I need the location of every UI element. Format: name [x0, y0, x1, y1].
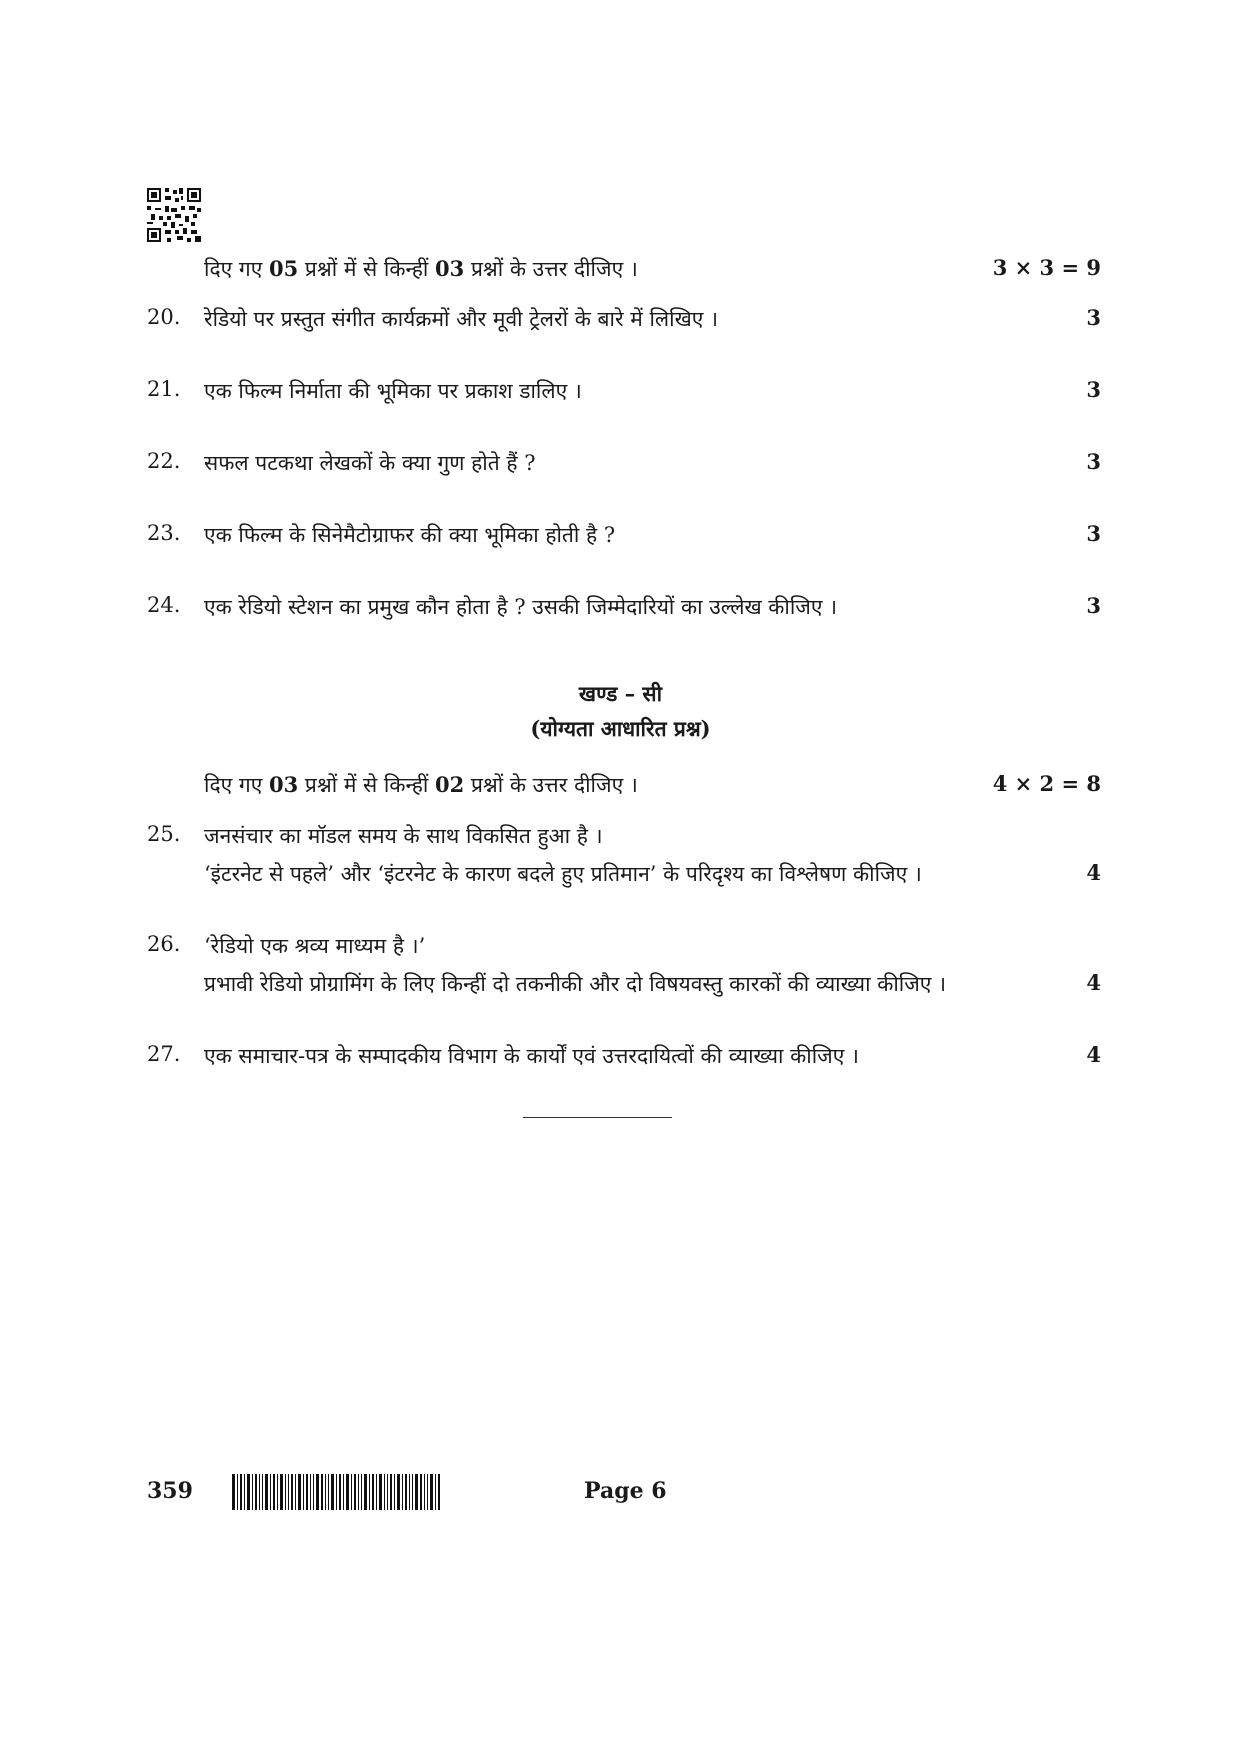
question-text-line1: जनसंचार का मॉडल समय के साथ विकसित हुआ है ।	[204, 824, 603, 848]
question-text-line2: ‘इंटरनेट से पहले’ और ‘इंटरनेट के कारण बदले हुए प्रतिमान’ के परिदृश्य का विश्लेषण कीजिए ।	[204, 862, 922, 886]
paper-code: 359	[147, 1478, 193, 1504]
question-marks: 3	[1086, 593, 1101, 618]
question-marks: 4	[1086, 860, 1101, 885]
question-text: एक फिल्म निर्माता की भूमिका पर प्रकाश डालिए ।	[204, 379, 582, 403]
question-text: एक फिल्म के सिनेमैटोग्राफर की क्या भूमिका होती है ?	[204, 523, 616, 547]
question-number: 22.	[147, 449, 181, 473]
question-item	[0, 593, 1241, 633]
question-number: 27.	[147, 1042, 181, 1066]
instruction-line-c	[0, 771, 1241, 811]
total-questions: 03	[269, 772, 299, 797]
instruction-text: दिए गए 05 प्रश्नों में से किन्हीं 03 प्रश्नों के उत्तर दीजिए ।	[204, 256, 638, 281]
total-questions: 05	[269, 256, 299, 281]
section-marks: 3 × 3 = 9	[992, 255, 1101, 280]
page-number: Page 6	[584, 1478, 667, 1504]
attempt-questions: 02	[435, 772, 465, 797]
question-marks: 3	[1086, 521, 1101, 546]
question-marks: 3	[1086, 305, 1101, 330]
section-title: खण्ड – सी	[578, 681, 663, 706]
end-divider	[523, 1117, 672, 1118]
question-number: 25.	[147, 822, 181, 846]
question-item	[0, 449, 1241, 489]
question-text: रेडियो पर प्रस्तुत संगीत कार्यक्रमों और मूवी ट्रेलरों के बारे में लिखिए ।	[204, 307, 719, 331]
section-subtitle: (योग्यता आधारित प्रश्न)	[530, 716, 711, 741]
question-marks: 3	[1086, 449, 1101, 474]
instruction-line-b	[0, 255, 1241, 295]
question-text-line1: ‘रेडियो एक श्रव्य माध्यम है ।’	[204, 934, 426, 958]
question-item	[0, 377, 1241, 417]
instruction-text: दिए गए 03 प्रश्नों में से किन्हीं 02 प्रश्नों के उत्तर दीजिए ।	[204, 772, 638, 797]
question-text: सफल पटकथा लेखकों के क्या गुण होते हैं ?	[204, 451, 536, 475]
question-text: एक रेडियो स्टेशन का प्रमुख कौन होता है ? उसकी जिम्मेदारियों का उल्लेख कीजिए ।	[204, 595, 838, 619]
question-item-continuation	[0, 970, 1241, 1010]
question-marks: 4	[1086, 1042, 1101, 1067]
question-text: एक समाचार-पत्र के सम्पादकीय विभाग के कार्यों एवं उत्तरदायित्वों की व्याख्या कीजिए ।	[204, 1044, 859, 1068]
question-number: 23.	[147, 521, 181, 545]
barcode-icon	[232, 1474, 440, 1510]
question-item-continuation	[0, 860, 1241, 900]
question-text-line2: प्रभावी रेडियो प्रोग्रामिंग के लिए किन्हीं दो तकनीकी और दो विषयवस्तु कारकों की व्याख्या कीजिए ।	[204, 972, 947, 996]
attempt-questions: 03	[435, 256, 465, 281]
question-item	[0, 521, 1241, 561]
question-item	[0, 1042, 1241, 1082]
question-item	[0, 822, 1241, 862]
question-number: 21.	[147, 377, 181, 401]
question-number: 24.	[147, 593, 181, 617]
question-number: 26.	[147, 932, 181, 956]
question-marks: 4	[1086, 970, 1101, 995]
question-marks: 3	[1086, 377, 1101, 402]
question-item	[0, 932, 1241, 972]
qr-code-icon	[147, 188, 201, 242]
section-marks: 4 × 2 = 8	[992, 771, 1101, 796]
question-item	[0, 305, 1241, 345]
question-number: 20.	[147, 305, 181, 329]
